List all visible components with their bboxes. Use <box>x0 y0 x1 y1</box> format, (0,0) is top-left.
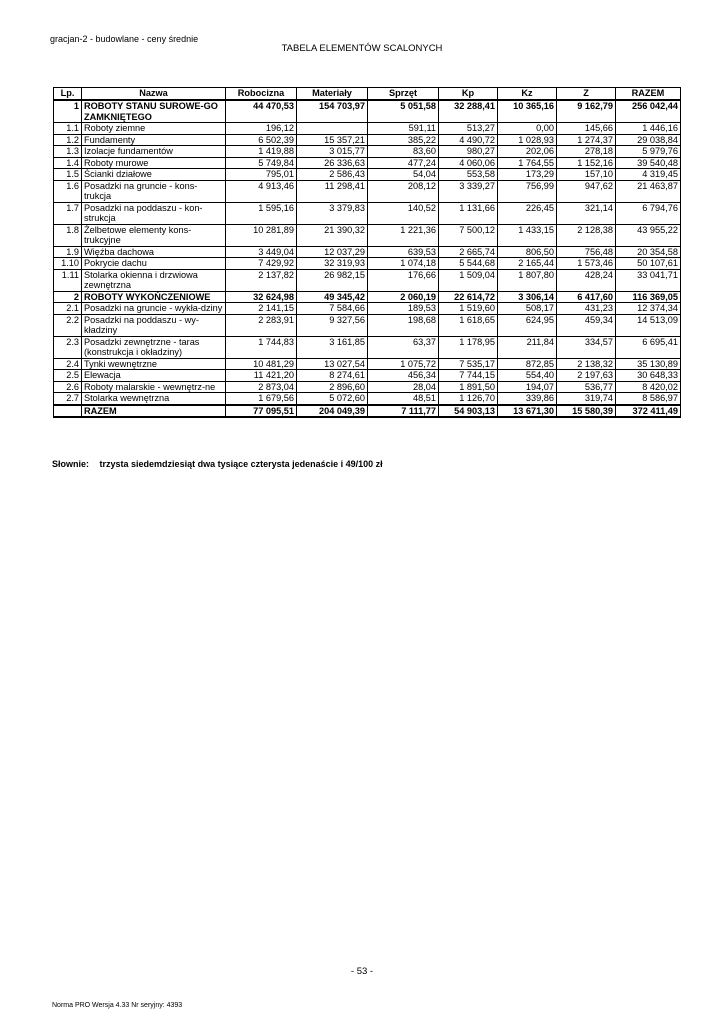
cell-materialy: 21 390,32 <box>297 224 368 246</box>
table-row <box>54 134 681 146</box>
cell-razem: 39 540,48 <box>616 157 681 169</box>
cell-z: 6 417,60 <box>557 291 616 303</box>
cell-kp: 1 178,95 <box>439 336 498 358</box>
cell-lp: 1 <box>54 100 82 123</box>
table-row <box>54 180 681 202</box>
cell-kz: 508,17 <box>498 303 557 315</box>
cell-z: 145,66 <box>557 123 616 135</box>
cell-lp: 2 <box>54 291 82 303</box>
cell-materialy: 26 982,15 <box>297 269 368 291</box>
cell-z: 2 128,38 <box>557 224 616 246</box>
cell-kp: 4 060,06 <box>439 157 498 169</box>
cell-robocizna: 5 749,84 <box>226 157 297 169</box>
cell-lp: 1.11 <box>54 269 82 291</box>
cell-materialy: 15 357,21 <box>297 134 368 146</box>
cell-name: Żelbetowe elementy kons-trukcyjne <box>82 224 226 246</box>
cell-kz: 1 764,55 <box>498 157 557 169</box>
cell-name: Roboty murowe <box>82 157 226 169</box>
cell-lp: 1.4 <box>54 157 82 169</box>
cell-lp: 1.5 <box>54 169 82 181</box>
cell-sprzet: 28,04 <box>368 381 439 393</box>
cell-sprzet: 385,22 <box>368 134 439 146</box>
cell-lp: 1.7 <box>54 202 82 224</box>
cell-robocizna: 11 421,20 <box>226 370 297 382</box>
cell-name: Elewacja <box>82 370 226 382</box>
cell-lp: 1.10 <box>54 258 82 270</box>
cell-kp: 3 339,27 <box>439 180 498 202</box>
cell-sprzet: 456,34 <box>368 370 439 382</box>
cell-materialy: 3 379,83 <box>297 202 368 224</box>
cell-materialy: 2 586,43 <box>297 169 368 181</box>
cell-sprzet: 477,24 <box>368 157 439 169</box>
cell-materialy: 3 161,85 <box>297 336 368 358</box>
cell-lp: 1.1 <box>54 123 82 135</box>
cell-robocizna: 196,12 <box>226 123 297 135</box>
table-row <box>54 246 681 258</box>
cell-razem: 33 041,71 <box>616 269 681 291</box>
cell-lp: 2.4 <box>54 358 82 370</box>
cell-razem: 12 374,34 <box>616 303 681 315</box>
cell-robocizna: 3 449,04 <box>226 246 297 258</box>
cell-sprzet: 639,53 <box>368 246 439 258</box>
column-header: Sprzęt <box>368 88 439 101</box>
cell-materialy: 5 072,60 <box>297 393 368 405</box>
table-title: TABELA ELEMENTÓW SCALONYCH <box>281 43 443 54</box>
table-row <box>54 169 681 181</box>
cell-materialy: 154 703,97 <box>297 100 368 123</box>
cell-sprzet: 63,37 <box>368 336 439 358</box>
cell-kz: 1 807,80 <box>498 269 557 291</box>
table-row <box>54 358 681 370</box>
cell-razem: 50 107,61 <box>616 258 681 270</box>
cell-name: Tynki wewnętrzne <box>82 358 226 370</box>
cell-kz: 872,85 <box>498 358 557 370</box>
cell-kp: 1 131,66 <box>439 202 498 224</box>
cell-razem: 14 513,09 <box>616 314 681 336</box>
cell-robocizna: 2 141,15 <box>226 303 297 315</box>
cost-table <box>53 87 681 418</box>
cell-razem: 116 369,05 <box>616 291 681 303</box>
cell-kp: 7 744,15 <box>439 370 498 382</box>
cell-sprzet: 7 111,77 <box>368 405 439 418</box>
cell-kz: 3 306,14 <box>498 291 557 303</box>
cell-razem: 256 042,44 <box>616 100 681 123</box>
cell-robocizna: 1 595,16 <box>226 202 297 224</box>
cell-name: Stolarka okienna i drzwiowa zewnętrzna <box>82 269 226 291</box>
cell-z: 319,74 <box>557 393 616 405</box>
cell-razem: 4 319,45 <box>616 169 681 181</box>
cell-sprzet: 1 221,36 <box>368 224 439 246</box>
cell-materialy: 49 345,42 <box>297 291 368 303</box>
cell-kz: 202,06 <box>498 146 557 158</box>
cell-z: 9 162,79 <box>557 100 616 123</box>
cell-z: 947,62 <box>557 180 616 202</box>
cell-kp: 1 519,60 <box>439 303 498 315</box>
table-header-row <box>54 88 681 101</box>
cell-lp: 2.3 <box>54 336 82 358</box>
cell-kp: 32 288,41 <box>439 100 498 123</box>
cell-z: 756,48 <box>557 246 616 258</box>
cell-sprzet: 5 051,58 <box>368 100 439 123</box>
cell-lp: 1.9 <box>54 246 82 258</box>
cell-lp: 1.2 <box>54 134 82 146</box>
cell-materialy: 8 274,61 <box>297 370 368 382</box>
cell-lp: 1.3 <box>54 146 82 158</box>
cell-lp: 2.6 <box>54 381 82 393</box>
table-row <box>54 146 681 158</box>
cell-z: 2 138,32 <box>557 358 616 370</box>
cell-razem: 20 354,58 <box>616 246 681 258</box>
cell-z: 1 274,37 <box>557 134 616 146</box>
cell-sprzet: 2 060,19 <box>368 291 439 303</box>
cell-razem: 43 955,22 <box>616 224 681 246</box>
cell-robocizna: 6 502,39 <box>226 134 297 146</box>
cell-name: Stolarka wewnętrzna <box>82 393 226 405</box>
cell-name: Więźba dachowa <box>82 246 226 258</box>
total-row <box>54 405 681 418</box>
cell-kp: 5 544,68 <box>439 258 498 270</box>
column-header: Z <box>557 88 616 101</box>
cell-materialy: 32 319,93 <box>297 258 368 270</box>
cell-robocizna: 77 095,51 <box>226 405 297 418</box>
cell-kz: 0,00 <box>498 123 557 135</box>
cell-materialy: 26 336,63 <box>297 157 368 169</box>
cell-kz: 226,45 <box>498 202 557 224</box>
cell-z: 536,77 <box>557 381 616 393</box>
cell-name: Izolacje fundamentów <box>82 146 226 158</box>
cell-z: 431,23 <box>557 303 616 315</box>
cell-kp: 553,58 <box>439 169 498 181</box>
cell-materialy: 12 037,29 <box>297 246 368 258</box>
cell-kp: 513,27 <box>439 123 498 135</box>
cell-z: 1 573,46 <box>557 258 616 270</box>
cell-name: Posadzki zewnętrzne - taras (konstrukcja i okładziny) <box>82 336 226 358</box>
section-row <box>54 291 681 303</box>
cell-z: 15 580,39 <box>557 405 616 418</box>
cell-robocizna: 1 679,56 <box>226 393 297 405</box>
cell-sprzet: 83,60 <box>368 146 439 158</box>
cell-robocizna: 4 913,46 <box>226 180 297 202</box>
cell-sprzet: 54,04 <box>368 169 439 181</box>
cell-razem: 6 695,41 <box>616 336 681 358</box>
table-row <box>54 370 681 382</box>
cell-name: Posadzki na gruncie - wykła-dziny <box>82 303 226 315</box>
cell-razem: 29 038,84 <box>616 134 681 146</box>
cell-lp: 2.5 <box>54 370 82 382</box>
cell-kz: 10 365,16 <box>498 100 557 123</box>
cell-robocizna: 7 429,92 <box>226 258 297 270</box>
cell-z: 459,34 <box>557 314 616 336</box>
cell-robocizna: 10 481,29 <box>226 358 297 370</box>
cell-kp: 54 903,13 <box>439 405 498 418</box>
column-header: Lp. <box>54 88 82 101</box>
cell-robocizna: 44 470,53 <box>226 100 297 123</box>
cell-razem: 21 463,87 <box>616 180 681 202</box>
cell-z: 334,57 <box>557 336 616 358</box>
cell-razem: 372 411,49 <box>616 405 681 418</box>
cell-robocizna: 1 419,88 <box>226 146 297 158</box>
cell-lp: 2.7 <box>54 393 82 405</box>
cell-lp: 1.8 <box>54 224 82 246</box>
cell-z: 428,24 <box>557 269 616 291</box>
cell-z: 2 197,63 <box>557 370 616 382</box>
table-row <box>54 381 681 393</box>
page-number: - 53 - <box>350 966 374 977</box>
cell-kz: 194,07 <box>498 381 557 393</box>
cell-robocizna: 2 137,82 <box>226 269 297 291</box>
cell-materialy <box>297 123 368 135</box>
table-row <box>54 157 681 169</box>
cell-razem: 1 446,16 <box>616 123 681 135</box>
cell-materialy: 204 049,39 <box>297 405 368 418</box>
cell-robocizna: 1 744,83 <box>226 336 297 358</box>
cell-lp: 2.1 <box>54 303 82 315</box>
cell-sprzet: 48,51 <box>368 393 439 405</box>
cell-razem: 30 648,33 <box>616 370 681 382</box>
amount-in-words-label: Słownie: <box>52 459 90 469</box>
cell-name: Roboty malarskie - wewnętrz-ne <box>82 381 226 393</box>
cell-sprzet: 1 074,18 <box>368 258 439 270</box>
cell-kp: 2 665,74 <box>439 246 498 258</box>
cell-name: RAZEM <box>82 405 226 418</box>
cell-razem: 6 794,76 <box>616 202 681 224</box>
cell-robocizna: 10 281,89 <box>226 224 297 246</box>
cell-robocizna: 2 283,91 <box>226 314 297 336</box>
cell-kp: 1 126,70 <box>439 393 498 405</box>
cell-name: Ścianki działowe <box>82 169 226 181</box>
cell-razem: 35 130,89 <box>616 358 681 370</box>
table-row <box>54 336 681 358</box>
cell-name: Posadzki na gruncie - kons-trukcja <box>82 180 226 202</box>
cell-sprzet: 591,11 <box>368 123 439 135</box>
cell-z: 321,14 <box>557 202 616 224</box>
cell-lp: 2.2 <box>54 314 82 336</box>
cell-materialy: 2 896,60 <box>297 381 368 393</box>
cell-name: Posadzki na poddaszu - wy-kładziny <box>82 314 226 336</box>
cell-kp: 22 614,72 <box>439 291 498 303</box>
cell-materialy: 7 584,66 <box>297 303 368 315</box>
cell-z: 1 152,16 <box>557 157 616 169</box>
column-header: Robocizna <box>226 88 297 101</box>
cell-robocizna: 32 624,98 <box>226 291 297 303</box>
table-row <box>54 224 681 246</box>
cell-lp <box>54 405 82 418</box>
cell-kp: 1 618,65 <box>439 314 498 336</box>
cell-sprzet: 176,66 <box>368 269 439 291</box>
cell-kp: 980,27 <box>439 146 498 158</box>
cell-kz: 2 165,44 <box>498 258 557 270</box>
cell-kz: 173,29 <box>498 169 557 181</box>
cell-sprzet: 140,52 <box>368 202 439 224</box>
cell-materialy: 9 327,56 <box>297 314 368 336</box>
table-row <box>54 269 681 291</box>
cell-name: Pokrycie dachu <box>82 258 226 270</box>
cell-kz: 1 433,15 <box>498 224 557 246</box>
amount-in-words-text: trzysta siedemdziesiąt dwa tysiące czterysta jedenaście i 49/100 zł <box>99 459 383 469</box>
table-row <box>54 123 681 135</box>
cell-sprzet: 208,12 <box>368 180 439 202</box>
cell-robocizna: 795,01 <box>226 169 297 181</box>
cell-kz: 624,95 <box>498 314 557 336</box>
cell-kz: 756,99 <box>498 180 557 202</box>
cell-z: 157,10 <box>557 169 616 181</box>
cell-sprzet: 198,68 <box>368 314 439 336</box>
table-row <box>54 303 681 315</box>
cell-materialy: 11 298,41 <box>297 180 368 202</box>
section-row <box>54 100 681 123</box>
cell-lp: 1.6 <box>54 180 82 202</box>
cell-razem: 8 420,02 <box>616 381 681 393</box>
cell-kp: 7 500,12 <box>439 224 498 246</box>
table-row <box>54 314 681 336</box>
document-header-left: gracjan-2 - budowlane - ceny średnie <box>50 34 199 44</box>
cell-kp: 1 509,04 <box>439 269 498 291</box>
software-footer: Norma PRO Wersja 4.33 Nr seryjny: 4393 <box>52 1002 183 1009</box>
cell-sprzet: 1 075,72 <box>368 358 439 370</box>
cell-sprzet: 189,53 <box>368 303 439 315</box>
cell-kp: 7 535,17 <box>439 358 498 370</box>
cell-name: Roboty ziemne <box>82 123 226 135</box>
column-header: Nazwa <box>82 88 226 101</box>
cell-razem: 5 979,76 <box>616 146 681 158</box>
cell-materialy: 13 027,54 <box>297 358 368 370</box>
cell-kp: 1 891,50 <box>439 381 498 393</box>
table-row <box>54 393 681 405</box>
cell-z: 278,18 <box>557 146 616 158</box>
cell-robocizna: 2 873,04 <box>226 381 297 393</box>
cell-name: ROBOTY WYKOŃCZENIOWE <box>82 291 226 303</box>
column-header: RAZEM <box>616 88 681 101</box>
cell-kz: 13 671,30 <box>498 405 557 418</box>
column-header: Kp <box>439 88 498 101</box>
cell-name: Fundamenty <box>82 134 226 146</box>
column-header: Materiały <box>297 88 368 101</box>
cell-razem: 8 586,97 <box>616 393 681 405</box>
cell-kz: 339,86 <box>498 393 557 405</box>
cell-kp: 4 490,72 <box>439 134 498 146</box>
cell-kz: 211,84 <box>498 336 557 358</box>
cell-kz: 1 028,93 <box>498 134 557 146</box>
cell-kz: 554,40 <box>498 370 557 382</box>
table-row <box>54 202 681 224</box>
cell-name: ROBOTY STANU SUROWE-GO ZAMKNIĘTEGO <box>82 100 226 123</box>
cell-materialy: 3 015,77 <box>297 146 368 158</box>
cell-name: Posadzki na poddaszu - kon-strukcja <box>82 202 226 224</box>
column-header: Kz <box>498 88 557 101</box>
amount-in-words <box>52 459 383 469</box>
cell-kz: 806,50 <box>498 246 557 258</box>
table-row <box>54 258 681 270</box>
